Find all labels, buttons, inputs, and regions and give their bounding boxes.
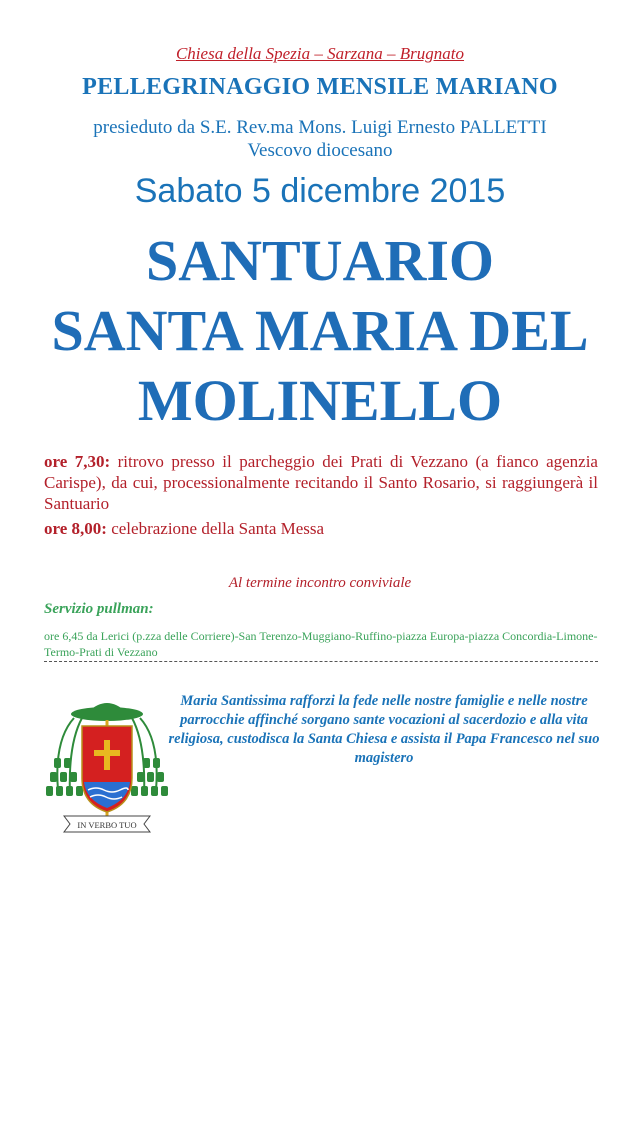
schedule-item (44, 518, 598, 539)
sanctuary-title (0, 226, 640, 436)
presided-by (0, 116, 640, 162)
event-date: Sabato 5 dicembre 2015 (134, 172, 506, 210)
schedule-time: ore 7,30: (44, 452, 111, 471)
sanctuary-line: SANTUARIO (145, 228, 495, 293)
closing-note: Al termine incontro conviviale (228, 575, 412, 591)
schedule-time: ore 8,00: (44, 519, 107, 538)
schedule-text: ritrovo presso il parcheggio dei Prati di Vezzano (a fianco agenzia Carispe), da cui, processionalmente recitando il Santo Rosario, si raggiungerà il Santuario (44, 452, 598, 513)
schedule-item (44, 451, 598, 514)
sanctuary-line: SANTA MARIA DEL (51, 298, 589, 363)
coat-of-arms (44, 700, 170, 836)
bishop-title: Vescovo diocesano (247, 140, 393, 161)
schedule-text: celebrazione della Santa Messa (106, 519, 325, 538)
prayer-text: Maria Santissima rafforzi la fede nelle nostre famiglie e nelle nostre parrocchie affinché sorgano sante vocazioni al sacerdozio e alla vita religiosa, custodisca la Santa Chiesa e assista il Papa Francesco nel suo magistero (168, 693, 600, 766)
coat-of-arms-icon (44, 700, 170, 836)
event-title: PELLEGRINAGGIO MENSILE MARIANO (82, 74, 558, 100)
schedule (44, 451, 598, 543)
presided-line: presieduto da S.E. Rev.ma Mons. Luigi Ernesto PALLETTI (93, 117, 547, 138)
motto-text: IN VERBO TUO (77, 820, 137, 830)
sanctuary-line: MOLINELLO (137, 368, 503, 433)
bus-route: ore 6,45 da Lerici (p.zza delle Corriere)-San Terenzo-Muggiano-Ruffino-piazza Europa-piazza Concordia-Limone-Termo-Prati di Vezzano (44, 628, 598, 662)
diocese-header: Chiesa della Spezia – Sarzana – Brugnato (175, 44, 465, 63)
bus-service-label: Servizio pullman: (44, 601, 154, 617)
